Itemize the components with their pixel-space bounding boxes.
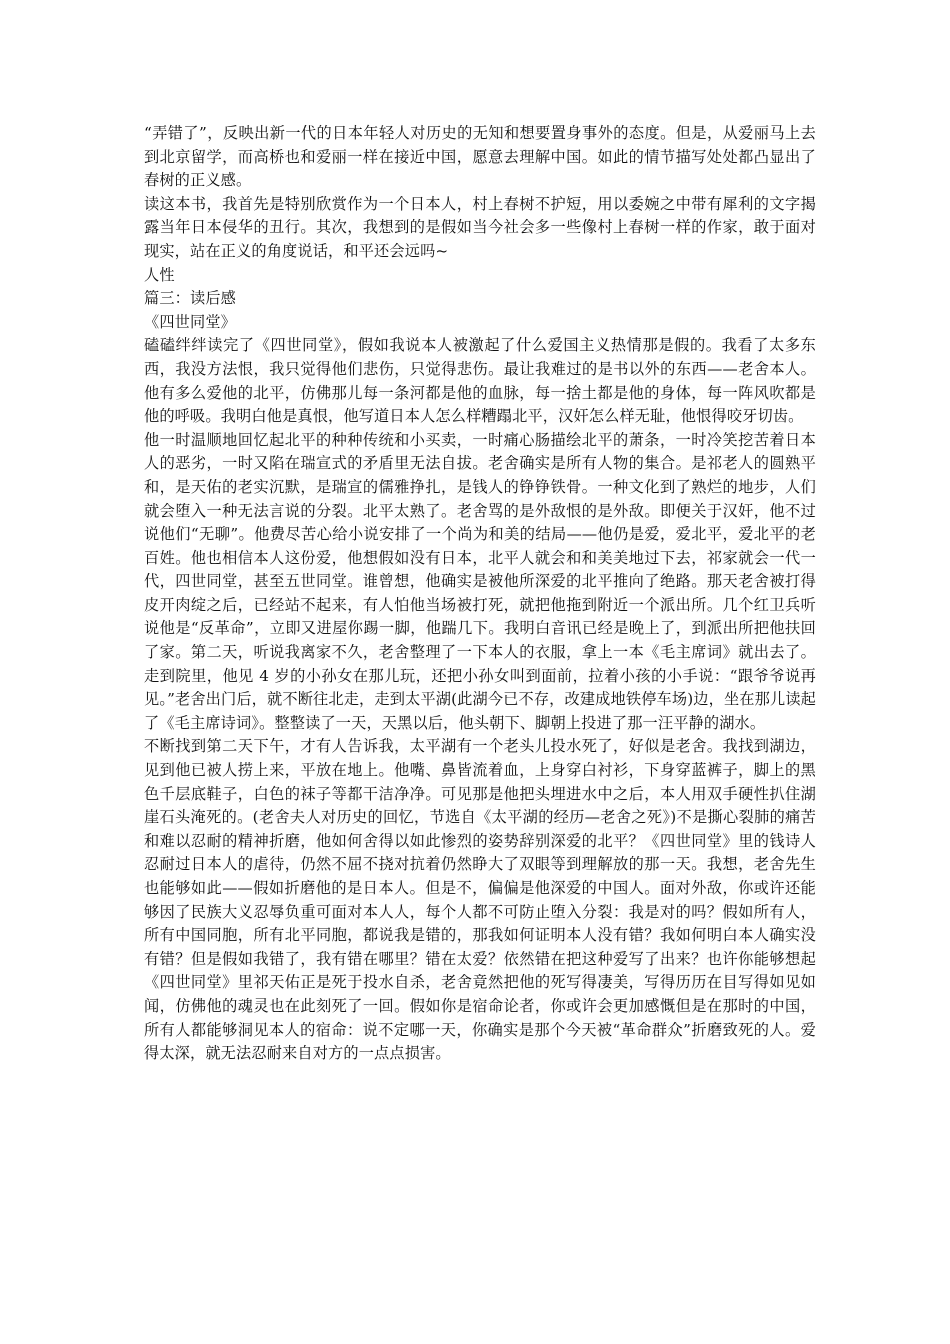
paragraph-reading-reflection: 读这本书，我首先是特别欣赏作为一个日本人，村上春树不护短，用以委婉之中带有犀利的文字揭露当年日本侵华的丑行。其次，我想到的是假如当今社会多一些像村上春树一样的作家，敢于面对现实，站在正义的角度说话，和平还会远吗~: [144, 194, 816, 260]
paragraph-four-generations-3: 不断找到第二天下午，才有人告诉我，太平湖有一个老头儿投水死了，好似是老舍。我找到湖边，见到他已被人捞上来，平放在地上。他嘴、鼻皆流着血，上身穿白衬衫，下身穿蓝裤子，脚上的黑色千层底鞋子，白色的袜子等都干洁净净。可见那是他把头埋进水中之后，本人用双手硬性扒住湖崖石头淹死的。(老舍夫人对历史的回忆，节选自《太平湖的经历—老舍之死》)不是撕心裂肺的痛苦和难以忍耐的精神折磨，他如何舍得以如此惨烈的姿势辞别深爱的北平？《四世同堂》里的钱诗人忍耐过日本人的虐待，仍然不屈不挠对抗着仍然睁大了双眼等到理解放的那一天。我想，老舍先生也能够如此——假如折磨他的是日本人。但是不，偏偏是他深爱的中国人。面对外敌，你或许还能够因了民族大义忍辱负重可面对本人人，每个人都不可防止堕入分裂：我是对的吗？假如所有人，所有中国同胞，所有北平同胞，都说我是错的，那我如何证明本人没有错？我如何明白本人确实没有错？但是假如我错了，我有错在哪里？错在太爱？依然错在把这种爱写了出来？也许你能够想起《四世同堂》里祁天佑正是死于投水自杀，老舍竟然把他的死写得凄美，写得历历在目写得如见如闻，仿佛他的魂灵也在此刻死了一回。假如你是宿命论者，你或许会更加感慨但是在那时的中国，所有人都能够洞见本人的宿命：说不定哪一天，你确实是那个今天被“革命群众”折磨致死的人。爱得太深，就无法忍耐来自对方的一点点损害。: [144, 737, 816, 1063]
section-heading: 篇三：读后感: [144, 289, 237, 308]
book-title: 《四世同堂》: [144, 312, 237, 331]
paragraph-four-generations-2: 他一时温顺地回忆起北平的种种传统和小买卖，一时痛心肠描绘北平的萧条，一时冷笑挖苦着日本人的恶劣，一时又陷在瑞宣式的矛盾里无法自拔。老舍确实是所有人物的集合。是祁老人的圆熟平和，是天佑的老实沉默，是瑞宣的儒雅挣扎，是钱人的铮铮铁骨。一种文化到了熟烂的地步，人们就会堕入一种无法言说的分裂。北平太熟了。老舍骂的是外敌恨的是外敌。即便关于汉奸，他不过说他们“无聊”。他费尽苦心给小说安排了一个尚为和美的结局——他仍是爱，爱北平，爱北平的老百姓。他也相信本人这份爱，他想假如没有日本，北平人就会和和美美地过下去，祁家就会一代一代，四世同堂，甚至五世同堂。谁曾想，他确实是被他所深爱的北平推向了绝路。那天老舍被打得皮开肉绽之后，已经站不起来，有人怕他当场被打死，就把他拖到附近一个派出所。几个红卫兵听说他是“反革命”，立即又进屋你踢一脚，他踹几下。我明白音讯已经是晚上了，到派出所把他扶回了家。第二天，听说我离家不久，老舍整理了一下本人的衣服，拿上一本《毛主席词》就出去了。走到院里，他见 4 岁的小孙女在那儿玩，还把小孙女叫到面前，拉着小孩的小手说：“跟爷爷说再见。”老舍出门后，就不断往北走，走到太平湖(此湖今已不存，改建成地铁停车场)边，坐在那儿读起了《毛主席诗词》。整整读了一天，天黑以后，他头朝下、脚朝上投进了那一汪平静的湖水。: [144, 430, 816, 732]
paragraph-humanity: 人性: [144, 265, 175, 284]
paragraph-four-generations-1: 磕磕绊绊读完了《四世同堂》，假如我说本人被激起了什么爱国主义热情那是假的。我看了太多东西，我没方法恨，我只觉得他们悲伤，只觉得悲伤。最让我难过的是书以外的东西——老舍本人。他有多么爱他的北平，仿佛那儿每一条河都是他的血脉，每一捨土都是他的身体，每一阵风吹都是他的呼吸。我明白他是真恨，他写道日本人怎么样糟蹋北平，汉奸怎么样无耻，他恨得咬牙切齿。: [144, 336, 816, 426]
paragraph-intro: “弄错了”，反映出新一代的日本年轻人对历史的无知和想要置身事外的态度。但是，从爱丽马上去到北京留学，而高桥也和爱丽一样在接近中国，愿意去理解中国。如此的情节描写处处都凸显出了春树的正义感。: [144, 124, 816, 190]
document-page: [144, 122, 816, 1066]
